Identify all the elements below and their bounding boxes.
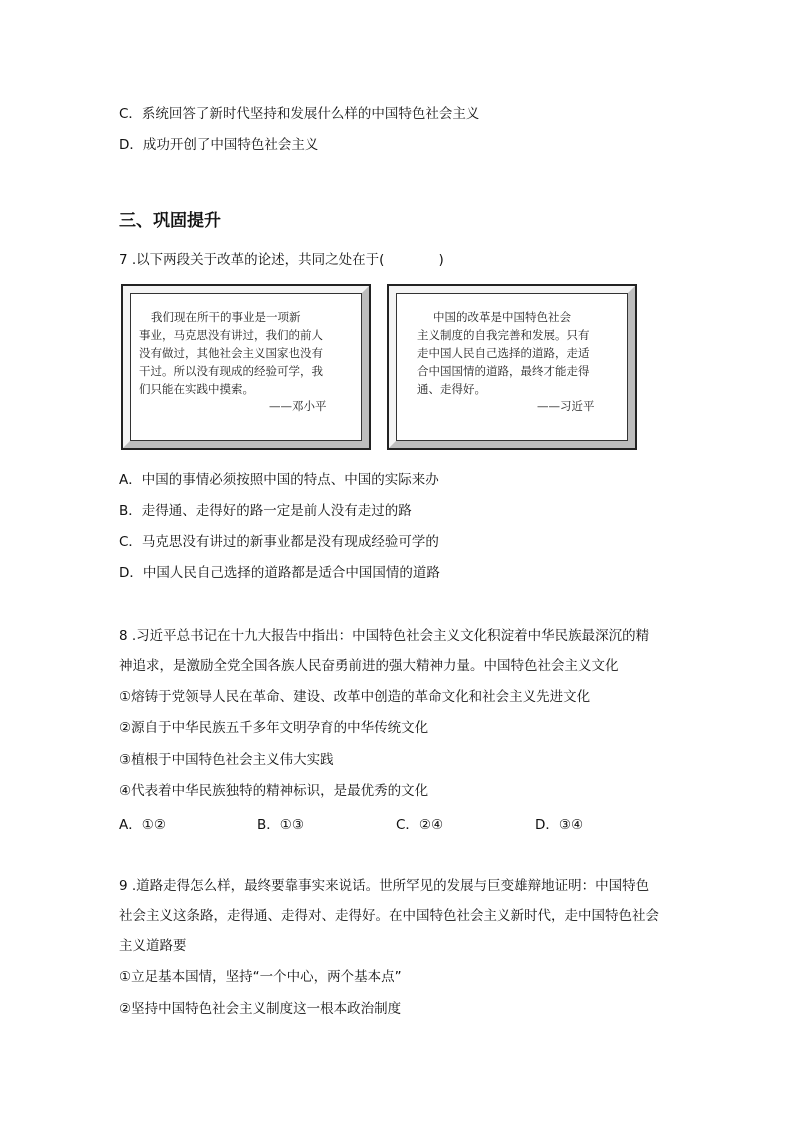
q8-choice-d: D．③④: [535, 817, 584, 833]
quote-line: 中国的改革是中国特色社会: [433, 310, 571, 324]
q8-choices: [119, 813, 679, 833]
q8-item-4: ④代表着中华民族独特的精神标识，是最优秀的文化: [119, 783, 429, 799]
q6-option-d: D．成功开创了中国特色社会主义: [119, 137, 319, 153]
q8-item-3: ③植根于中国特色社会主义伟大实践: [119, 752, 334, 768]
quote-line: 合中国国情的道路，最终才能走得: [417, 364, 590, 378]
section-title: 三、巩固提升: [119, 211, 221, 231]
quote-inner-xi: [396, 293, 628, 441]
q8-item-2: ②源自于中华民族五千多年文明孕育的中华传统文化: [119, 720, 429, 736]
q8-choice-c: C．②④: [396, 817, 444, 833]
q9-item-1: ①立足基本国情，坚持“一个中心，两个基本点”: [119, 969, 402, 985]
q7-option-b: B．走得通、走得好的路一定是前人没有走过的路: [119, 503, 412, 519]
quote-box-xi: [387, 284, 637, 450]
quote-line: 干过。所以没有现成的经验可学，我: [139, 364, 323, 378]
q8-stem-line-1: 8 .习近平总书记在十九大报告中指出：中国特色社会主义文化积淀着中华民族最深沉的精: [119, 628, 650, 644]
quote-line: 我们现在所干的事业是一项新: [151, 310, 301, 324]
q9-stem-line-1: 9 .道路走得怎么样，最终要靠事实来说话。世所罕见的发展与巨变雄辩地证明：中国特色: [119, 878, 650, 894]
quote-line: 主义制度的自我完善和发展。只有: [417, 328, 590, 342]
q7-option-c: C．马克思没有讲过的新事业都是没有现成经验可学的: [119, 534, 439, 550]
quote-signature: ——邓小平: [269, 399, 327, 413]
q7-option-a: A．中国的事情必须按照中国的特点、中国的实际来办: [119, 472, 439, 488]
quote-line: 事业，马克思没有讲过，我们的前人: [139, 328, 323, 342]
q9-item-2: ②坚持中国特色社会主义制度这一根本政治制度: [119, 1001, 402, 1017]
quote-line: 们只能在实践中摸索。: [139, 382, 254, 396]
quote-signature: ——习近平: [537, 399, 595, 413]
q7-option-d: D．中国人民自己选择的道路都是适合中国国情的道路: [119, 565, 440, 581]
q9-stem-line-2: 社会主义这条路，走得通、走得对、走得好。在中国特色社会主义新时代，走中国特色社会: [119, 908, 659, 924]
quote-inner-deng: [130, 293, 362, 441]
quote-line: 没有做过，其他社会主义国家也没有: [139, 346, 323, 360]
q8-choice-a: A．①②: [119, 817, 166, 833]
q7-stem: 7 .以下两段关于改革的论述，共同之处在于( ): [119, 252, 444, 268]
quote-line: 走中国人民自己选择的道路，走适: [417, 346, 590, 360]
q6-option-c: C．系统回答了新时代坚持和发展什么样的中国特色社会主义: [119, 106, 480, 122]
q9-stem-line-3: 主义道路要: [119, 938, 187, 954]
q8-item-1: ①熔铸于党领导人民在革命、建设、改革中创造的革命文化和社会主义先进文化: [119, 689, 591, 705]
q8-stem-line-2: 神追求，是激励全党全国各族人民奋勇前进的强大精神力量。中国特色社会主义文化: [119, 658, 619, 674]
q8-choice-b: B．①③: [257, 817, 304, 833]
quote-box-deng: [121, 284, 371, 450]
quote-line: 通、走得好。: [417, 382, 486, 396]
